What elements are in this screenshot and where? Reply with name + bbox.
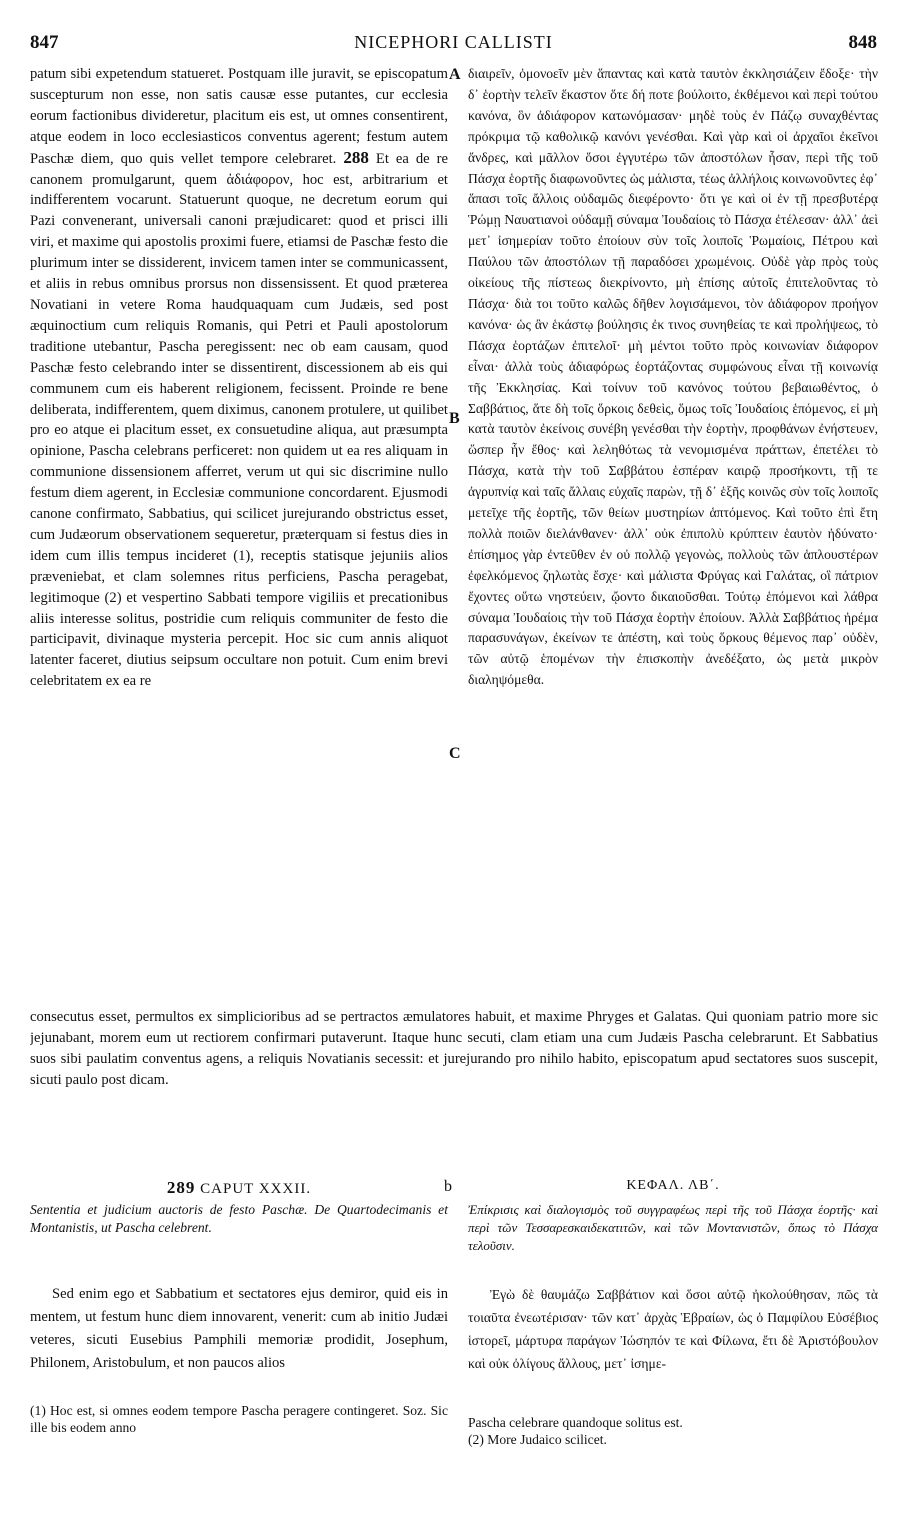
margin-letter-b-small: b	[444, 1178, 452, 1195]
footnote-2: (2) More Judaico scilicet.	[468, 1432, 607, 1447]
footnote-left: (1) Hoc est, si omnes eodem tempore Pascha peragere contingeret. Soz. Sic ille bis eodem anno	[30, 1403, 448, 1435]
chapter-heading-greek: ΚΕΦΑΛ. ΛΒ΄.	[626, 1178, 720, 1193]
chapter-summary-latin: Sententia et judicium auctoris de festo Paschæ. De Quartodecimanis et Montanistis, ut Pascha celebrent.	[30, 1202, 448, 1235]
margin-letter-a: A	[449, 66, 461, 83]
chapter-heading-latin	[30, 1178, 448, 1198]
page-number-left: 847	[30, 32, 59, 53]
latin-text-part2: Et ea de re canonem promulgarunt, quem ἀδιάφορον, hoc est, arbitrarium et indifferentem vocarunt. Statuerunt quoque, ne decretum eorum qui Pazi convenerant, universali canoni præjudicaret: quod et prisci illi viri, et maxime qui apostolis proximi fuere, etiamsi de Paschæ festo die plurimum inter se dissiderent, invicem tamen inter se communicassent, et aliis in rebus omnibus prorsus non dissensissent. Et quod præterea Novatiani in vetere Roma haudquaquam cum Judæis, sed post æquinoctium cum reliquis Romanis, qui Petri et Pauli apostolorum traditione utebantur, Pascha peregissent: nec ob eam causam, quod Paschæ festo celebrando inter se dissentirent, discessionem ab eis qui communem cum eis haberent religionem, fecissent. Proinde re bene deliberata, indifferentem, quem diximus, canonem protulere, ut quilibet pro eo atque ei placitum esset, ex consuetudine aliqua, aut præsumpta opinione, Pascha celebrans perficeret: non quidem ut ea res aliquam in communione dissensionem afferret, verum ut qui sic discrimine nullo festum diem agerent, in Ecclesiæ communione concordarent. Ejusmodi canone confirmato, Sabbatius, qui scilicet jurejurando obstrictus esset, cum Judæorum observationem sequeretur, præterquam si festus dies in idem cum illis tempus incideret (1), receptis statisque jejuniis alios præveniebat, et clam solemnes ritus perficiens, Pascha peragebat, legitimoque (2) et vespertino Sabbati tempore vigiliis et precationibus aliis interesse solitus, postridie cum reliquis communiter de festo die participavit, divinaque mysteria percepit. Hoc sic cum annis aliquot latenter faceret, diutius seipsum occultare non potuit. Cum enim brevi celebritatem ex ea re	[30, 150, 448, 690]
chapter-body-latin: Sed enim ego et Sabbatium et sectatores ejus demiror, quid eis in mentem, ut festum hunc diem innovarent, venerit: cum ab initio Judæi veteres, sicuti Eusebius Pamphili memoriæ prodidit, Josephum, Philonem, Aristobulum, et non paucos alios	[30, 1286, 448, 1371]
latin-continuation-text: consecutus esset, permultos ex simplicioribus ad se pertractos æmulatores habuit, et maxime Phryges et Galatas. Qui quoniam patrio more sic jejunabant, morem eum ut rectiorem confirmari putaverunt. Itaque hunc secuti, clam etiam una cum Judæis Pascha celebrarunt. Et Sabbatius suos sibi paulatim conventus agens, a reliquis Novatianis secessit: et jurejurando pro nihilo habito, episcopatum apud sectatores suos suscepit, sicuti paulo post dicam.	[30, 1009, 878, 1088]
footnote-continuation: Pascha celebrare quandoque solitus est.	[468, 1415, 683, 1430]
chapter-title-latin: CAPUT XXXII.	[200, 1181, 312, 1197]
section-number-289: 289	[166, 1178, 196, 1197]
page-number-right: 848	[848, 32, 877, 53]
section-number-288: 288	[343, 147, 369, 167]
running-header	[30, 32, 877, 56]
latin-continuation	[30, 1007, 878, 1167]
latin-text-part1: patum sibi expetendum statueret. Postquam ille juravit, se episcopatum suscepturum non esse, non satis causæ esse putantes, cur ecclesia eorum factionibus divideretur, placitum eis est, ut omnes consentirent, atque eodem in loco ecclesiasticos conventus agerent; festum autem Paschæ diem, quo quis vellet tempore celebraret.	[30, 66, 448, 167]
greek-column	[468, 64, 878, 999]
margin-letter-c: C	[449, 745, 461, 762]
greek-paragraph: διαιρεῖν, ὁμονοεῖν μὲν ἅπαντας καὶ κατὰ ταυτὸν ἐκκλησιάζειν ἔδοξε· τὴν δ᾽ ἑορτὴν τελεῖν ἕκαστον ὅτε δή ποτε βούλοιτο, ἐκθέμενοι καὶ περὶ τούτου κανόνα, ὃν ἀδιάφορον κατωνόμασαν· μηδὲ τοὺς ἐν Πάζῳ συναχθέντας πρόκριμα τῷ καθολικῷ κανόνι γενέσθαι. Καὶ γὰρ καὶ οἱ ἀρχαῖοι ἐκεῖνοι ἄνδρες, καὶ μᾶλλον ὅσοι ἐγγυτέρω τῶν ἀποστόλων ἦσαν, περὶ τῆς τοῦ Πάσχα ἑορτῆς διαφωνοῦντες ὡς μάλιστα, τέως ἀλλήλοις κοινωνοῦντες ἐφ᾽ ἅπασι τοῖς ἄλλοις οὐδαμῶς διεφέροντο· ὅτι γε καὶ οἱ ἐν τῇ πρεσβυτέρᾳ Ῥώμῃ Ναυατιανοὶ οὐδαμῇ σύναμα Ἰουδαίοις τὸ Πάσχα ἐτέλεσαν· ἀλλ᾽ ἀεὶ μετ᾽ ἰσημερίαν τοῦτο ἐποίουν σὺν τοῖς λοιποῖς Ῥωμαίοις, Πέτρου καὶ Παύλου τῶν ἀποστόλων τῇ παραδόσει χρωμένοις. Οὐδὲ γὰρ πρὸς τοὺς οἰκείους τῆς πίστεως διεκρίνοντο, μὴ ἐπίσης αὐτοῖς ἐπιτελοῦντας τὸ Πάσχα· διὰ τοι τοῦτο καλῶς δῆθεν λογισάμενοι, τὸν ἀδιάφορον προήγον κανόνα· ὡς ἂν ἑκάστῳ βούλησις ἐκ τινος συνηθείας τε καὶ προλήψεως, τὸ Πάσχα ἑορτάζων ἐπιτελοῖ· μὴ μέντοι τοῦτο πρὸς κοινωνίαν διάφορον εἶναι· ἀλλὰ τοὺς ἀδιαφόρως ἑορτάζοντας συμφώνους εἶναι τῇ κοινωνίᾳ τῆς Ἐκκλησίας. Καὶ τοίνυν τοῦ κανόνος τούτου βεβαιωθέντος, ὁ Σαββάτιος, ἅτε δὴ τοῖς ὅρκοις δεθεὶς, ὅμως τοῖς Ἰουδαίοις ἑπόμενος, εἰ μὴ κατὰ ταυτὸν ἐκείνοις συνέβη γενέσθαι τὴν ἑορτὴν, προφθάνων ἐνήστευεν, ὥσπερ ἦν ἔθος· καὶ λεληθότως τὰ νενομισμένα πράττων, ἐπετέλει τὸ Πάσχα, κατὰ τὴν τοῦ Σαββάτου ἑσπέραν καιρῷ προσήκοντι, τῇ τε ἀγρυπνίᾳ καὶ ταῖς ἄλλαις εὐχαῖς παρὼν, τῇ δ᾽ ἑξῆς κοινῶς σὺν τοῖς λοιποῖς μετεῖχε τῆς ἑορτῆς, τῶν θείων μυστηρίων ἁπτόμενος. Καὶ τοῦτο ἐπὶ ἔτη πολλὰ ποιῶν διελάνθανεν· ἀλλ᾽ οὐκ ἐπιπολὺ κρύπτειν ἑαυτὸν ἠδύνατο· ἐπίσημος γὰρ ἐντεῦθεν ἐν οὐ πολλῷ γεγονὼς, πολλοὺς τῶν ἁπλουστέρων ἐφελκόμενος ζηλωτὰς ἔσχε· καὶ μάλιστα Φρύγας καὶ Γαλάτας, οἳ πάτριον ἔχοντες οὕτω νηστεύειν, ᾤοντο δικαιοῦσθαι. Τούτῳ ἑπόμενοι καὶ λάθρα σύναμα Ἰουδαίοις τὴν τοῦ Πάσχα ἑορτὴν ἐποίουν. Ἀλλὰ Σαββάτιος ἠρέμα παρασυνάγων, ἐκείνων τε ἀπέστη, καὶ τοὺς ὅρκους θέμενος παρ᾽ οὐδὲν, τῶν αὐτῷ ἑπομένων τὴν ἐπισκοπὴν ἀνεδέξατο, ὡς μετὰ μικρὸν διαληψόμεθα.	[468, 66, 878, 688]
latin-paragraph	[30, 64, 448, 692]
margin-letter-b: B	[449, 410, 460, 427]
latin-column	[30, 64, 448, 999]
chapter-body-greek: Ἐγὼ δὲ θαυμάζω Σαββάτιον καὶ ὅσοι αὐτῷ ἠκολούθησαν, πῶς τὰ τοιαῦτα ἐνεωτέρισαν· τῶν κατ᾽ ἀρχὰς Ἑβραίων, ὡς ὁ Παμφίλου Εὐσέβιος ἱστορεῖ, μάρτυρα παράγων Ἰώσηπόν τε καὶ Φίλωνα, ἔτι δὲ Ἀριστόβουλον καὶ οὐκ ὀλίγους ἄλλους, μετ᾽ ἰσημε-	[468, 1287, 878, 1371]
running-title: NICEPHORI CALLISTI	[354, 32, 553, 52]
footnotes-right	[468, 1414, 878, 1448]
chapter-summary-greek: Ἐπίκρισις καὶ διαλογισμὸς τοῦ συγγραφέως περὶ τῆς τοῦ Πάσχα ἑορτῆς· καὶ περὶ τῶν Τεσσαρεσκαιδεκατιτῶν, καὶ τῶν Μοντανιστῶν, ὅπως τὸ Πάσχα τελοῦσιν.	[468, 1202, 878, 1253]
